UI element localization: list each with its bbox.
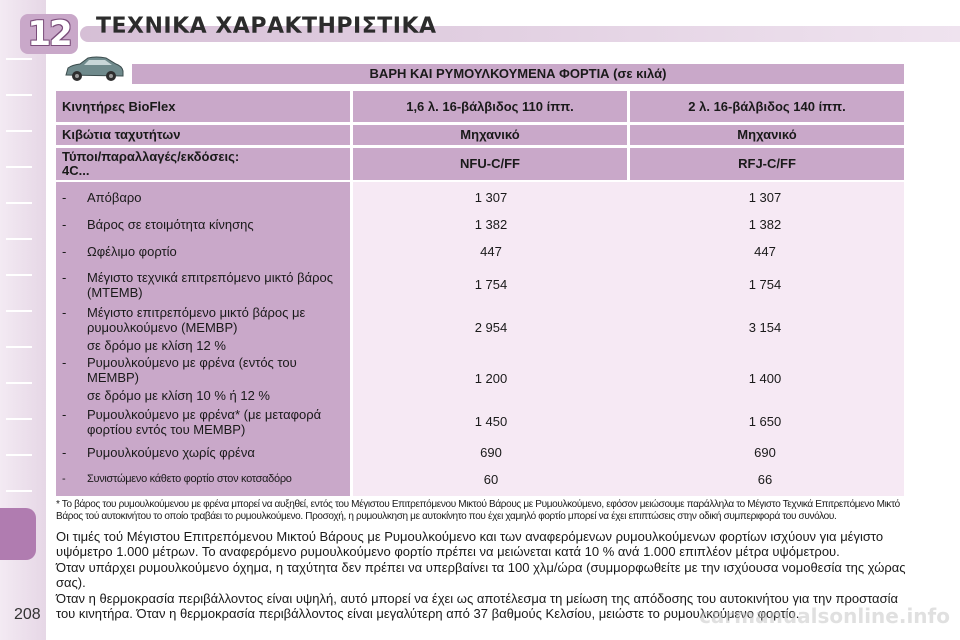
tab-divider: [6, 202, 32, 204]
chapter-number-badge: 12: [20, 14, 78, 54]
gearbox-label: Κιβώτια ταχυτήτων: [56, 125, 350, 145]
engine-col2: 2 λ. 16-βάλβιδος 140 ίππ.: [630, 91, 904, 122]
body-paragraph: Όταν υπάρχει ρυμουλκούμενο όχημα, η ταχύτητα δεν πρέπει να υπερβαίνει τα 100 χλμ/ώρα (συμμορφωθείτε με την ισχύουσα νομοθεσία της χώρας σας).: [56, 560, 906, 590]
table-row-label: [62, 305, 352, 353]
tab-divider: [6, 382, 32, 384]
row-value: 447: [480, 244, 502, 259]
table-header-row: [56, 148, 904, 180]
row-value: 690: [480, 445, 502, 460]
row-value: 60: [483, 472, 499, 487]
row-label: Ρυμουλκούμενο με φρένα* (με μεταφορά φορτίου εντός του MEMBP): [87, 407, 322, 437]
row-value: 690: [754, 445, 776, 460]
table-caption: ΒΑΡΗ ΚΑΙ ΡΥΜΟΥΛΚΟΥΜΕΝΑ ΦΟΡΤΙΑ (σε κιλά): [132, 64, 904, 84]
engine-label: Κινητήρες BioFlex: [56, 91, 350, 122]
table-row-label: [62, 190, 352, 205]
row-dash: -: [62, 270, 67, 285]
row-value: 1 450: [474, 414, 508, 429]
table-row-label: [62, 244, 352, 259]
footnote: * Το βάρος του ρυμουλκούμενου με φρένα μπορεί να αυξηθεί, εντός του Μέγιστου Επιτρεπόμενου Μικτού Βάρους με Ρυμουλκούμενο, εφόσον μειώσουμε παράλληλα το Μέγιστο Τεχνικά Επιτρεπόμενο Μικτό Βάρος τού αυτοκινήτου το οποίο τραβάει το ρυμουλκούμενο. Προσοχή, η ρυμουλκηση με αυτοκίνητο που έχει χαμηλό φορτίο μπορεί να έχει επιπτώσεις στην οδική συμπεριφορά του συνόλου.: [56, 499, 900, 522]
table-row-label: [62, 445, 352, 460]
row-dash: -: [62, 190, 67, 205]
page-number: 208: [14, 606, 41, 623]
active-chapter-tab[interactable]: [0, 508, 36, 560]
row-label: Μέγιστο επιτρεπόμενο μικτό βάρος με ρυμουλκούμενο (MEMBP): [87, 305, 306, 335]
table-row-label: [62, 217, 352, 232]
tab-divider: [6, 310, 32, 312]
row-value: 1 400: [748, 371, 782, 386]
row-dash: -: [62, 305, 67, 320]
row-value: 447: [754, 244, 776, 259]
table-row-label: [62, 472, 352, 487]
gearbox-col1: Μηχανικό: [353, 125, 627, 145]
table-header-row: [56, 91, 904, 122]
tab-divider: [6, 130, 32, 132]
page-title: ΤΕΧΝΙΚΑ ΧΑΡΑΚΤΗΡΙΣΤΙΚΑ: [96, 14, 437, 39]
row-value: 1 200: [474, 371, 508, 386]
row-sublabel: σε δρόμο με κλίση 10 % ή 12 %: [87, 388, 270, 403]
row-label: Βάρος σε ετοιμότητα κίνησης: [87, 217, 254, 232]
row-label: Συνιστώμενο κάθετο φορτίο στον κοτσαδόρο: [87, 473, 292, 485]
row-value: 1 382: [474, 217, 508, 232]
types-label-line1: Τύποι/παραλλαγές/εκδόσεις:: [62, 149, 240, 164]
row-value: 1 650: [748, 414, 782, 429]
row-value: 2 954: [474, 320, 508, 335]
table-header-row: [56, 125, 904, 145]
row-value: 66: [757, 472, 773, 487]
watermark: carmanualsonline.info: [699, 604, 950, 628]
row-value: 1 307: [748, 190, 782, 205]
table-row-label: [62, 270, 352, 300]
types-label-line2: 4C...: [62, 163, 90, 178]
table-row-label: [62, 355, 352, 403]
body-paragraph: Οι τιμές τού Μέγιστου Επιτρεπόμενου Μικτού Βάρους με Ρυμουλκούμενο και των αναφερόμενων ρυμουλκούμενων φορτίων ισχύουν για μέγιστο υψόμετρο 1.000 μέτρων. Το αναφερόμενο ρυμουλκούμενο φορτίο πρέπει να μειώνεται κατά 10 % ανά 1.000 επιπλέον μέτρα υψόμετρου.: [56, 529, 884, 559]
tab-divider: [6, 94, 32, 96]
row-value: 1 307: [474, 190, 508, 205]
table-row-label: [62, 407, 352, 437]
types-col1: NFU-C/FF: [353, 148, 627, 180]
row-sublabel: σε δρόμο με κλίση 12 %: [87, 338, 226, 353]
tab-divider: [6, 58, 32, 60]
types-col2: RFJ-C/FF: [630, 148, 904, 180]
row-dash: -: [62, 407, 67, 422]
engine-col1: 1,6 λ. 16-βάλβιδος 110 ίππ.: [353, 91, 627, 122]
types-label: [56, 148, 350, 180]
tab-divider: [6, 238, 32, 240]
row-label: Ρυμουλκούμενο χωρίς φρένα: [87, 445, 255, 460]
tab-divider: [6, 346, 32, 348]
row-dash: -: [62, 355, 67, 370]
row-dash: -: [62, 244, 67, 259]
row-dash: -: [62, 473, 66, 485]
row-dash: -: [62, 445, 67, 460]
row-label: Μέγιστο τεχνικά επιτρεπόμενο μικτό βάρος (MTEMB): [87, 270, 333, 300]
row-label: Ρυμουλκούμενο με φρένα (εντός του MEMBP): [87, 355, 297, 385]
tab-divider: [6, 418, 32, 420]
tab-divider: [6, 274, 32, 276]
tab-divider: [6, 490, 32, 492]
row-value: 1 754: [474, 277, 508, 292]
row-label: Απόβαρο: [87, 190, 142, 205]
tab-divider: [6, 166, 32, 168]
row-value: 3 154: [748, 320, 782, 335]
tab-divider: [6, 454, 32, 456]
car-icon: [62, 55, 126, 83]
row-value: 1 754: [748, 277, 782, 292]
gearbox-col2: Μηχανικό: [630, 125, 904, 145]
row-label: Ωφέλιμο φορτίο: [87, 244, 177, 259]
row-value: 1 382: [748, 217, 782, 232]
body-paragraph: Όταν η θερμοκρασία περιβάλλοντος είναι υψηλή, αυτό μπορεί να έχει ως αποτέλεσμα τη μείωση της απόδοσης του αυτοκινήτου για την προστασία του κινητήρα. Όταν η θερμοκρασία περιβάλλοντος είναι μεγαλύτερη από 37 βαθμούς Κελσίου, μειώστε το ρυμουλκούμενο φορτίο.: [56, 591, 899, 621]
row-dash: -: [62, 217, 67, 232]
